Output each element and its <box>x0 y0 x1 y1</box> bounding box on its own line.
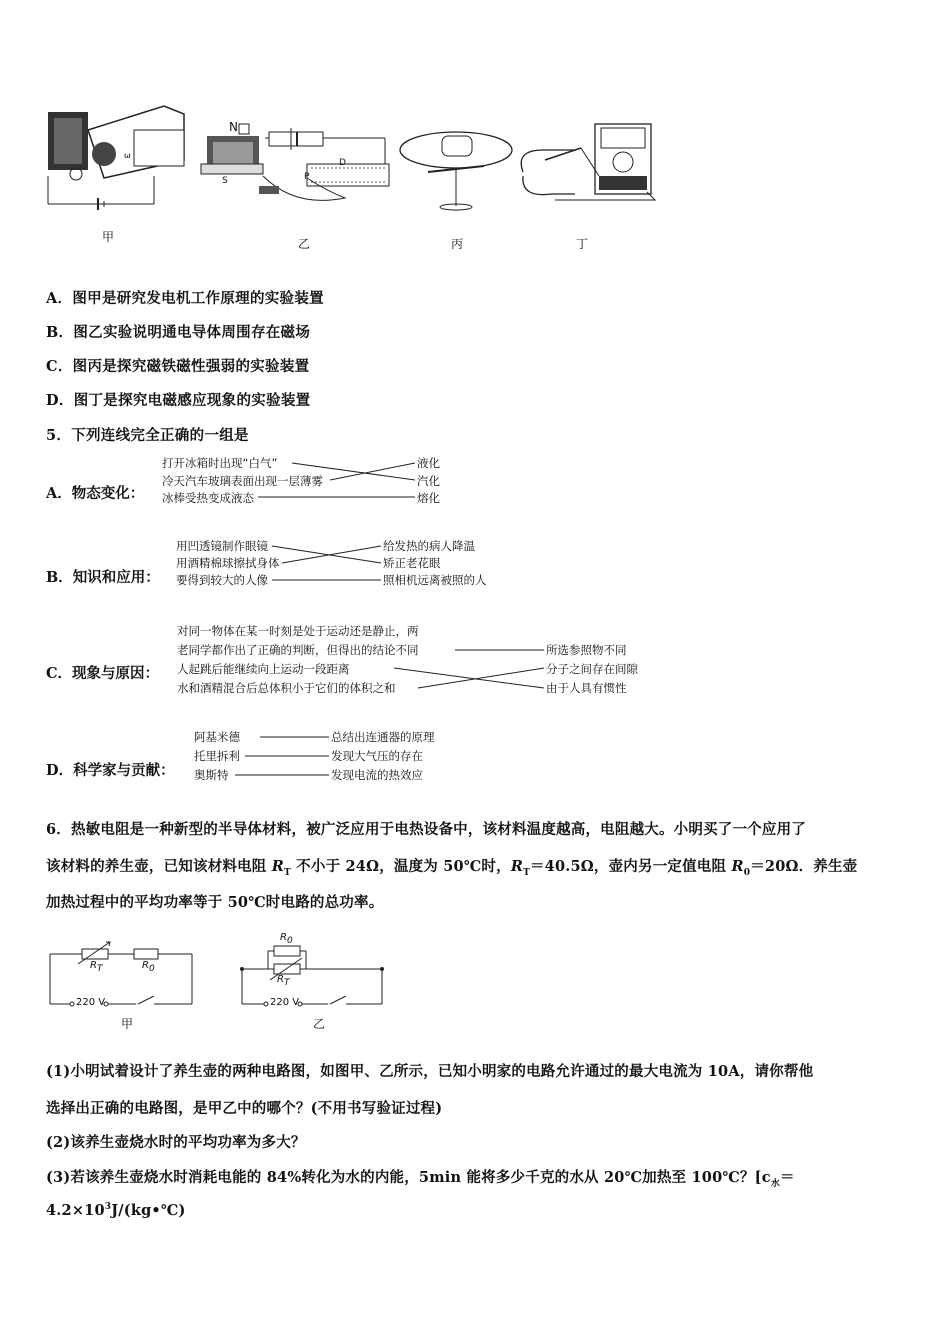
q6-line-2 <box>46 855 908 878</box>
letter-N: N <box>229 120 238 134</box>
circuit-jia-rt <box>90 960 102 974</box>
circuit-yi-r0 <box>280 932 293 946</box>
q5-a-right-3: 熔化 <box>417 491 440 505</box>
q6-sub3-line-b <box>46 1202 908 1219</box>
option-key: B． <box>46 324 74 341</box>
circuit-yi-rt <box>277 974 289 988</box>
caption-jia: 甲 <box>102 230 115 244</box>
rt-symbol: R <box>271 858 285 875</box>
rt-label: R <box>277 974 284 985</box>
q5-a-left-3: 冰棒受热变成液态 <box>162 491 254 505</box>
q6-text: ＝ <box>779 1169 795 1186</box>
q5-c-left-3: 人起跳后能继续向上运动一段距离 <box>177 662 350 676</box>
q5-a-right-2: 汽化 <box>417 474 440 488</box>
rt-sub: T <box>523 867 530 878</box>
q5-b-label[interactable]: B．知识和应用： <box>46 569 160 586</box>
r0-label: R <box>280 932 287 943</box>
option-text: 图丁是探究电磁感应现象的实验装置 <box>73 392 311 409</box>
q5-a-label[interactable]: A．物态变化： <box>46 485 145 502</box>
option-key: C． <box>46 358 73 375</box>
circuit-jia-caption: 甲 <box>121 1017 134 1031</box>
circuit-yi <box>238 930 388 1022</box>
q5-d-left-3: 奥斯特 <box>194 768 229 782</box>
q6-sub1-line-b: 选择出正确的电路图，是甲乙中的哪个？(不用书写验证过程) <box>46 1100 443 1117</box>
q5-d-right-3: 发现电流的热效应 <box>331 768 423 782</box>
q5-a-left-1: 打开冰箱时出现“白气” <box>162 456 278 470</box>
circuit-jia-voltage: 220 V <box>76 997 106 1008</box>
q5-d-left-1: 阿基米德 <box>194 730 240 744</box>
caption-bing: 丙 <box>451 237 464 251</box>
caption-ding: 丁 <box>576 237 589 251</box>
q5-b-left-2: 用酒精棉球擦拭身体 <box>176 556 280 570</box>
r0-symbol: R <box>731 858 744 875</box>
q5-c-right-1: 所选参照物不同 <box>546 643 627 657</box>
q5-a-right-1: 液化 <box>417 456 440 470</box>
letter-S: S <box>222 176 228 186</box>
letter-D: D <box>339 158 346 168</box>
svg-text:ω: ω <box>124 151 131 160</box>
q5-c-right-2: 分子之间存在间隙 <box>546 662 638 676</box>
rt-sub: T <box>283 978 290 988</box>
r0-sub: 0 <box>148 964 155 974</box>
q5-b-left-3: 要得到较大的人像 <box>176 573 268 587</box>
q6-text: ＝20Ω．养生壶 <box>750 858 858 875</box>
option-key: A． <box>46 290 73 307</box>
letter-P: P <box>304 172 310 182</box>
r0-sub: 0 <box>286 936 293 946</box>
exponent: 3 <box>104 1202 112 1213</box>
option-text: 图甲是研究发电机工作原理的实验装置 <box>72 290 324 307</box>
q5-b-right-1: 给发热的病人降温 <box>383 539 475 553</box>
circuit-jia-r0 <box>142 960 155 974</box>
rt-label: R <box>90 960 97 971</box>
q5-d-left-2: 托里拆利 <box>194 749 240 763</box>
q6-text: 该材料的养生壶，已知该材料电阻 <box>46 858 272 875</box>
caption-yi: 乙 <box>298 237 311 251</box>
q5-b-right-3: 照相机远离被照的人 <box>383 573 487 587</box>
q5-d-label[interactable]: D．科学家与贡献： <box>46 762 175 779</box>
q5-c-left-2: 老同学都作出了正确的判断，但得出的结论不同 <box>177 643 419 657</box>
q5-d-right-2: 发现大气压的存在 <box>331 749 423 763</box>
q6-text: 4.2×10 <box>46 1202 105 1219</box>
q6-line-3: 加热过程中的平均功率等于 50℃时电路的总功率。 <box>46 894 384 911</box>
q5-a-left-2: 冷天汽车玻璃表面出现一层薄雾 <box>162 474 323 488</box>
circuit-yi-caption: 乙 <box>313 1017 326 1031</box>
rt-sub: T <box>96 964 103 974</box>
rt-symbol: R <box>510 858 524 875</box>
q5-c-right-3: 由于人具有惯性 <box>546 681 627 695</box>
option-text: 图乙实验说明通电导体周围存在磁场 <box>73 324 311 341</box>
q5-c-label[interactable]: C．现象与原因： <box>46 665 160 682</box>
q6-text: (3)若该养生壶烧水时消耗电能的 84%转化为水的内能，5min 能将多少千克的水从 20℃加热至 100℃？[c <box>46 1169 771 1186</box>
q5-c-left-1: 对同一物体在某一时刻是处于运动还是静止，两 <box>177 624 419 638</box>
q5-c-left-4: 水和酒精混合后总体积小于它们的体积之和 <box>177 681 396 695</box>
q5-b-right-2: 矫正老花眼 <box>383 556 441 570</box>
q5-d-right-1: 总结出连通器的原理 <box>331 730 435 744</box>
rt-sub: T <box>284 867 291 878</box>
q5-stem: 5．下列连线完全正确的一组是 <box>46 427 249 444</box>
r0-sub: 0 <box>743 867 751 878</box>
water-sub: 水 <box>770 1178 780 1189</box>
q5-b-left-1: 用凹透镜制作眼镜 <box>176 539 268 553</box>
q6-sub1-line-a: (1)小明试着设计了养生壶的两种电路图，如图甲、乙所示，已知小明家的电路允许通过的最大电流为 10A，请你帮他 <box>46 1063 814 1080</box>
q6-text: 不小于 24Ω，温度为 50℃时， <box>290 858 511 875</box>
option-text: 图丙是探究磁铁磁性强弱的实验装置 <box>72 358 310 375</box>
q6-text: J/(kg•℃) <box>111 1202 186 1219</box>
option-key: D． <box>46 392 74 409</box>
circuit-yi-voltage: 220 V <box>270 997 300 1008</box>
circuit-jia <box>48 940 198 1020</box>
q6-line-1: 6．热敏电阻是一种新型的半导体材料，被广泛应用于电热设备中，该材料温度越高，电阻越大。小明买了一个应用了 <box>46 821 806 838</box>
q6-sub3-line-a <box>46 1166 908 1189</box>
q6-text: ＝40.5Ω，壶内另一定值电阻 <box>529 858 732 875</box>
r0-label: R <box>142 960 149 971</box>
q6-sub2: (2)该养生壶烧水时的平均功率为多大？ <box>46 1134 306 1151</box>
